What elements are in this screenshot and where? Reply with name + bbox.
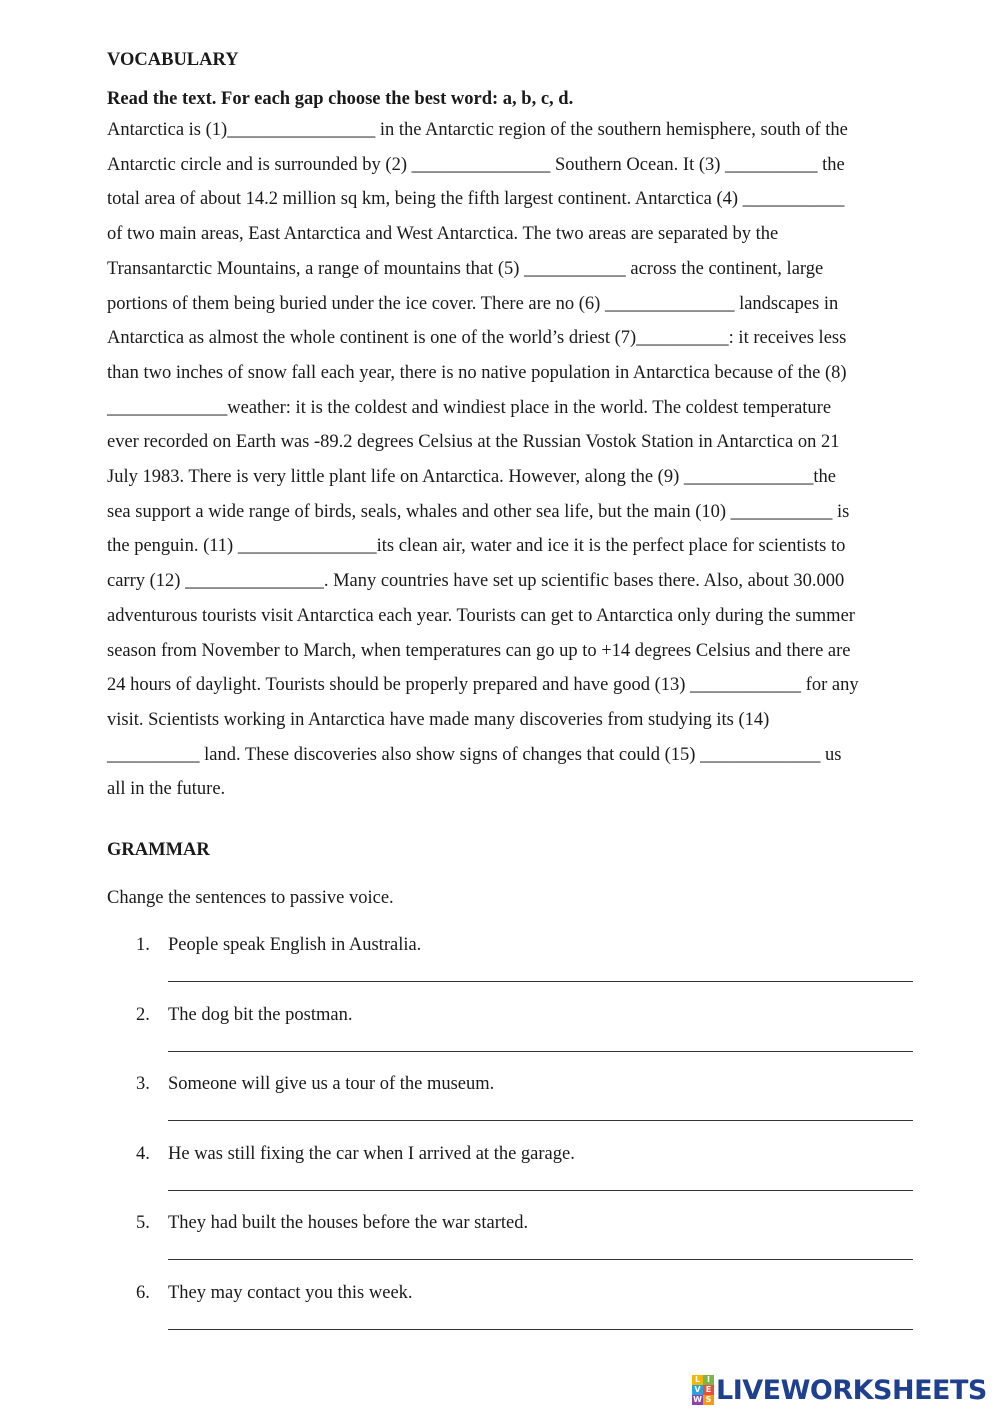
logo-badge-cell: I — [703, 1375, 714, 1385]
exercise-number: 4. — [136, 1143, 150, 1164]
vocabulary-instruction: Read the text. For each gap choose the best word: a, b, c, d. — [107, 89, 574, 109]
passage-line: Antarctic circle and is surrounded by (2) _______________ Southern Ocean. It (3) __________ the — [107, 154, 845, 175]
passage-line: sea support a wide range of birds, seals, whales and other sea life, but the main (10) ___________ is — [107, 501, 850, 522]
passage-line: 24 hours of daylight. Tourists should be properly prepared and have good (13) ____________ for any — [107, 675, 859, 696]
answer-line[interactable] — [168, 1120, 913, 1121]
exercise-number: 6. — [136, 1283, 150, 1304]
answer-line[interactable] — [168, 1329, 913, 1330]
passage-line: adventurous tourists visit Antarctica each year. Tourists can get to Antarctica only during the summer — [107, 605, 855, 626]
reading-passage — [107, 113, 927, 807]
grammar-instruction: Change the sentences to passive voice. — [107, 888, 394, 909]
passage-line: season from November to March, when temperatures can go up to +14 degrees Celsius and there are — [107, 640, 851, 661]
passage-line: carry (12) _______________. Many countries have set up scientific bases there. Also, about 30.000 — [107, 571, 845, 592]
logo-badge-cell: S — [703, 1395, 714, 1405]
grammar-heading: GRAMMAR — [107, 840, 210, 861]
exercise-number: 2. — [136, 1004, 150, 1025]
logo-badge-icon — [692, 1375, 714, 1405]
exercise-number: 5. — [136, 1213, 150, 1234]
exercise-item — [107, 931, 927, 1001]
passage-line: ever recorded on Earth was -89.2 degrees Celsius at the Russian Vostok Station in Antarctica on 21 — [107, 432, 840, 453]
logo-wordmark: LIVEWORKSHEETS — [716, 1374, 987, 1406]
passage-line: than two inches of snow fall each year, there is no native population in Antarctica because of the (8) — [107, 362, 847, 383]
passage-line: portions of them being buried under the ice cover. There are no (6) ______________ landscapes in — [107, 293, 839, 314]
logo-badge-cell: W — [693, 1395, 702, 1404]
passage-line: __________ land. These discoveries also show signs of changes that could (15) _____________ us — [107, 744, 842, 765]
exercise-item — [107, 1070, 927, 1140]
vocabulary-heading: VOCABULARY — [107, 50, 239, 70]
exercise-number: 3. — [136, 1074, 150, 1095]
logo-badge-cell: E — [703, 1385, 714, 1395]
exercise-sentence: The dog bit the postman. — [168, 1004, 353, 1025]
passage-line: Transantarctic Mountains, a range of mountains that (5) ___________ across the continent, large — [107, 258, 824, 279]
exercise-sentence: Someone will give us a tour of the museum. — [168, 1074, 495, 1095]
answer-line[interactable] — [168, 1259, 913, 1260]
logo-badge-cell: V — [692, 1385, 703, 1395]
exercise-number: 1. — [136, 935, 150, 956]
answer-line[interactable] — [168, 1051, 913, 1052]
exercise-item — [107, 1209, 927, 1279]
passage-line: visit. Scientists working in Antarctica have made many discoveries from studying its (14) — [107, 709, 770, 730]
passage-line: July 1983. There is very little plant life on Antarctica. However, along the (9) ______________the — [107, 467, 836, 488]
exercise-list — [107, 931, 927, 1349]
answer-line[interactable] — [168, 981, 913, 982]
worksheet-page — [107, 46, 927, 1349]
exercise-sentence: People speak English in Australia. — [168, 935, 422, 956]
passage-line: all in the future. — [107, 779, 226, 800]
passage-line: of two main areas, East Antarctica and West Antarctica. The two areas are separated by the — [107, 224, 779, 245]
answer-line[interactable] — [168, 1190, 913, 1191]
exercise-sentence: He was still fixing the car when I arrived at the garage. — [168, 1143, 575, 1164]
exercise-sentence: They had built the houses before the war started. — [168, 1213, 529, 1234]
exercise-sentence: They may contact you this week. — [168, 1283, 413, 1304]
passage-line: Antarctica is (1)________________ in the Antarctic region of the southern hemisphere, south of the — [107, 120, 848, 140]
liveworksheets-logo — [692, 1372, 987, 1408]
passage-line: _____________weather: it is the coldest and windiest place in the world. The coldest temperature — [107, 397, 832, 418]
exercise-item — [107, 1140, 927, 1210]
passage-line: the penguin. (11) _______________its clean air, water and ice it is the perfect place for scientists to — [107, 536, 846, 557]
passage-line: total area of about 14.2 million sq km, being the fifth largest continent. Antarctica (4) ___________ — [107, 189, 845, 210]
exercise-item — [107, 1279, 927, 1349]
passage-line: Antarctica as almost the whole continent is one of the world’s driest (7)__________: it receives less — [107, 328, 847, 349]
logo-badge-cell: L — [692, 1375, 703, 1385]
exercise-item — [107, 1001, 927, 1071]
